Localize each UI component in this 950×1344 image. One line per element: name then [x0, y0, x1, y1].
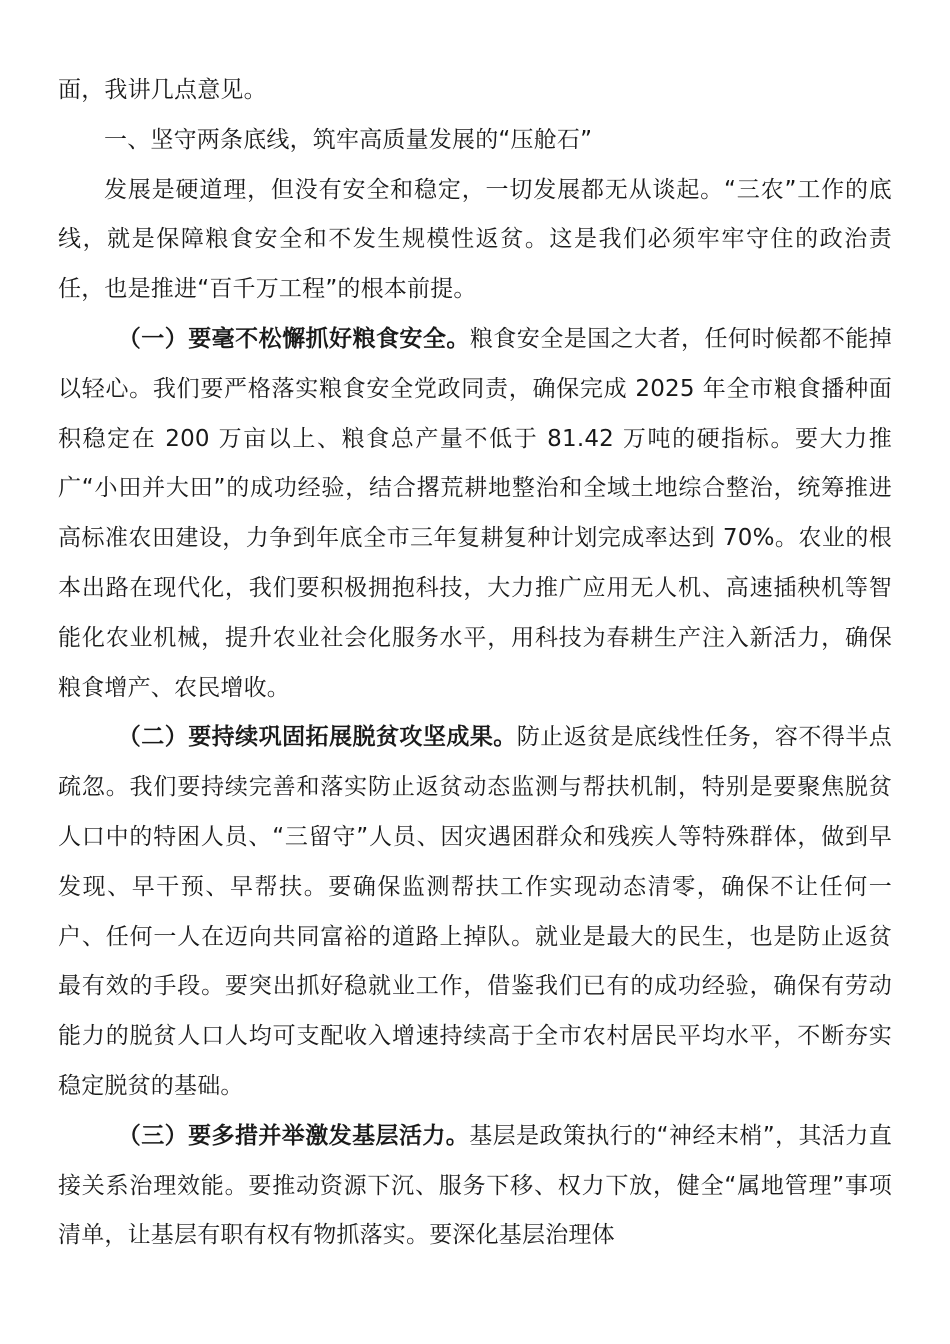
- subheading-grassroots: （三）要多措并举激发基层活力。: [117, 1122, 470, 1149]
- section-heading-1: 一、坚守两条底线，筑牢高质量发展的“压舱石”: [104, 126, 593, 153]
- paragraph-food-security-body: 粮食安全是国之大者，任何时候都不能掉以轻心。我们要严格落实粮食安全党政同责，确保完成 2025 年全市粮食播种面积稳定在 200 万亩以上、粮食总产量不低于 81.42 万吨的硬指标。要大力推广“小田并大田”的成功经验，结合撂荒耕地整治和全域土地综合整治，统筹推进高标准农田建设，力争到年底全市三年复耕复种计划完成率达到 70%。农业的根本出路在现代化，我们要积极拥抱科技，大力推广应用无人机、高速插秧机等智能化农业机械，提升农业社会化服务水平，用科技为春耕生产注入新活力，确保粮食增产、农民增收。: [58, 325, 892, 701]
- paragraph-continuation: 面，我讲几点意见。: [58, 77, 267, 103]
- paragraph-poverty-body: 防止返贫是底线性任务，容不得半点疏忽。我们要持续完善和落实防止返贫动态监测与帮扶机制，特别是要聚焦脱贫人口中的特困人员、“三留守”人员、因灾遇困群众和残疾人等特殊群体，做到早发现、早干预、早帮扶。要确保监测帮扶工作实现动态清零，确保不让任何一户、任何一人在迈向共同富裕的道路上掉队。就业是最大的民生，也是防止返贫最有效的手段。要突出抓好稳就业工作，借鉴我们已有的成功经验，确保有劳动能力的脱贫人口人均可支配收入增速持续高于全市农村居民平均水平，不断夯实稳定脱贫的基础。: [58, 724, 892, 1099]
- paragraph-food-security: [58, 315, 892, 713]
- subheading-poverty: （二）要持续巩固拓展脱贫攻坚成果。: [117, 724, 517, 751]
- paragraph-poverty: [58, 713, 892, 1111]
- paragraph-intro: 发展是硬道理，但没有安全和稳定，一切发展都无从谈起。“三农”工作的底线，就是保障粮食安全和不发生规模性返贫。这是我们必须牢牢守住的政治责任，也是推进“百千万工程”的根本前提。: [58, 176, 892, 303]
- document-body: [58, 66, 892, 1261]
- subheading-food-security: （一）要毫不松懈抓好粮食安全。: [117, 325, 470, 352]
- paragraph-grassroots: [58, 1112, 892, 1261]
- paragraph-grassroots-body: 基层是政策执行的“神经末梢”，其活力直接关系治理效能。要推动资源下沉、服务下移、权力下放，健全“属地管理”事项清单，让基层有职有权有物抓落实。要深化基层治理体: [58, 1122, 892, 1249]
